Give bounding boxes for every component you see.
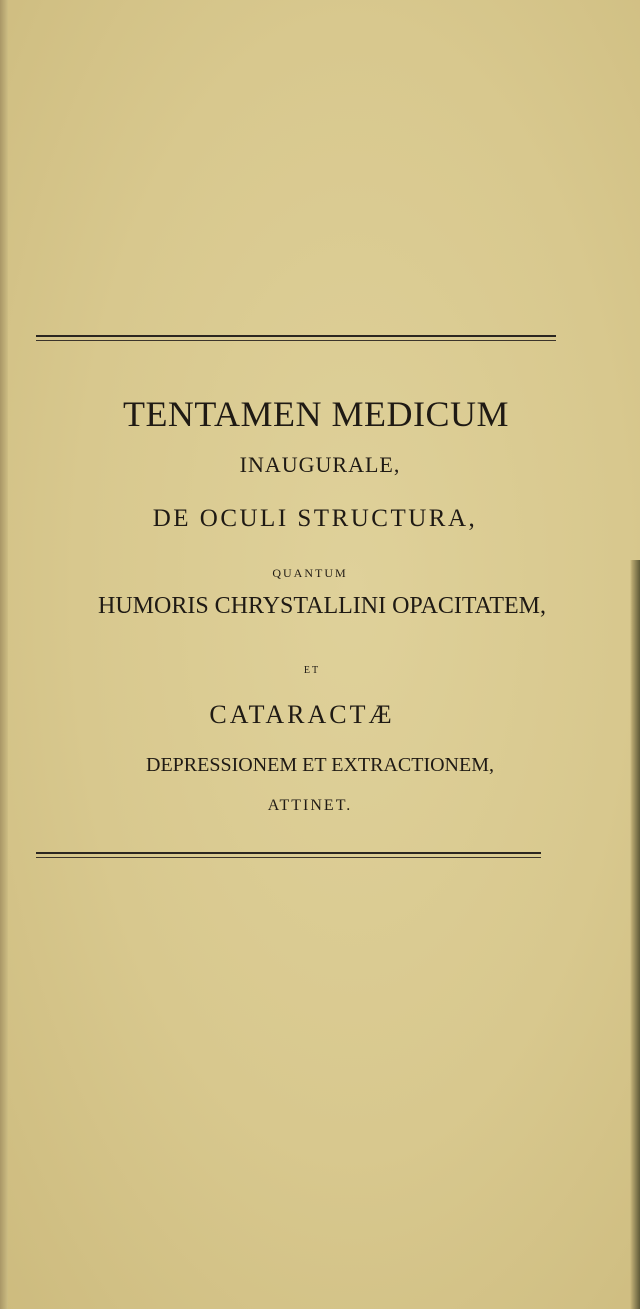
page-title: TENTAMEN MEDICUM xyxy=(122,394,510,434)
top-rule xyxy=(36,335,556,337)
bottom-rule xyxy=(36,852,541,854)
word-attinet: ATTINET. xyxy=(267,797,353,814)
subtitle-depressionem: DEPRESSIONEM ET EXTRACTIONEM, xyxy=(146,754,494,776)
page-left-edge xyxy=(0,0,8,1309)
subtitle-inaugurale: INAUGURALE, xyxy=(239,452,401,477)
word-quantum: QUANTUM xyxy=(272,566,348,580)
top-rule-thin xyxy=(36,340,556,341)
word-et: ET xyxy=(303,665,321,676)
subtitle-subject: DE OCULI STRUCTURA, xyxy=(152,505,478,532)
subtitle-humoris: HUMORIS CHRYSTALLINI OPACITATEM, xyxy=(98,593,546,619)
bottom-rule-thin xyxy=(36,857,541,858)
subtitle-cataractae: CATARACTÆ xyxy=(209,700,395,729)
